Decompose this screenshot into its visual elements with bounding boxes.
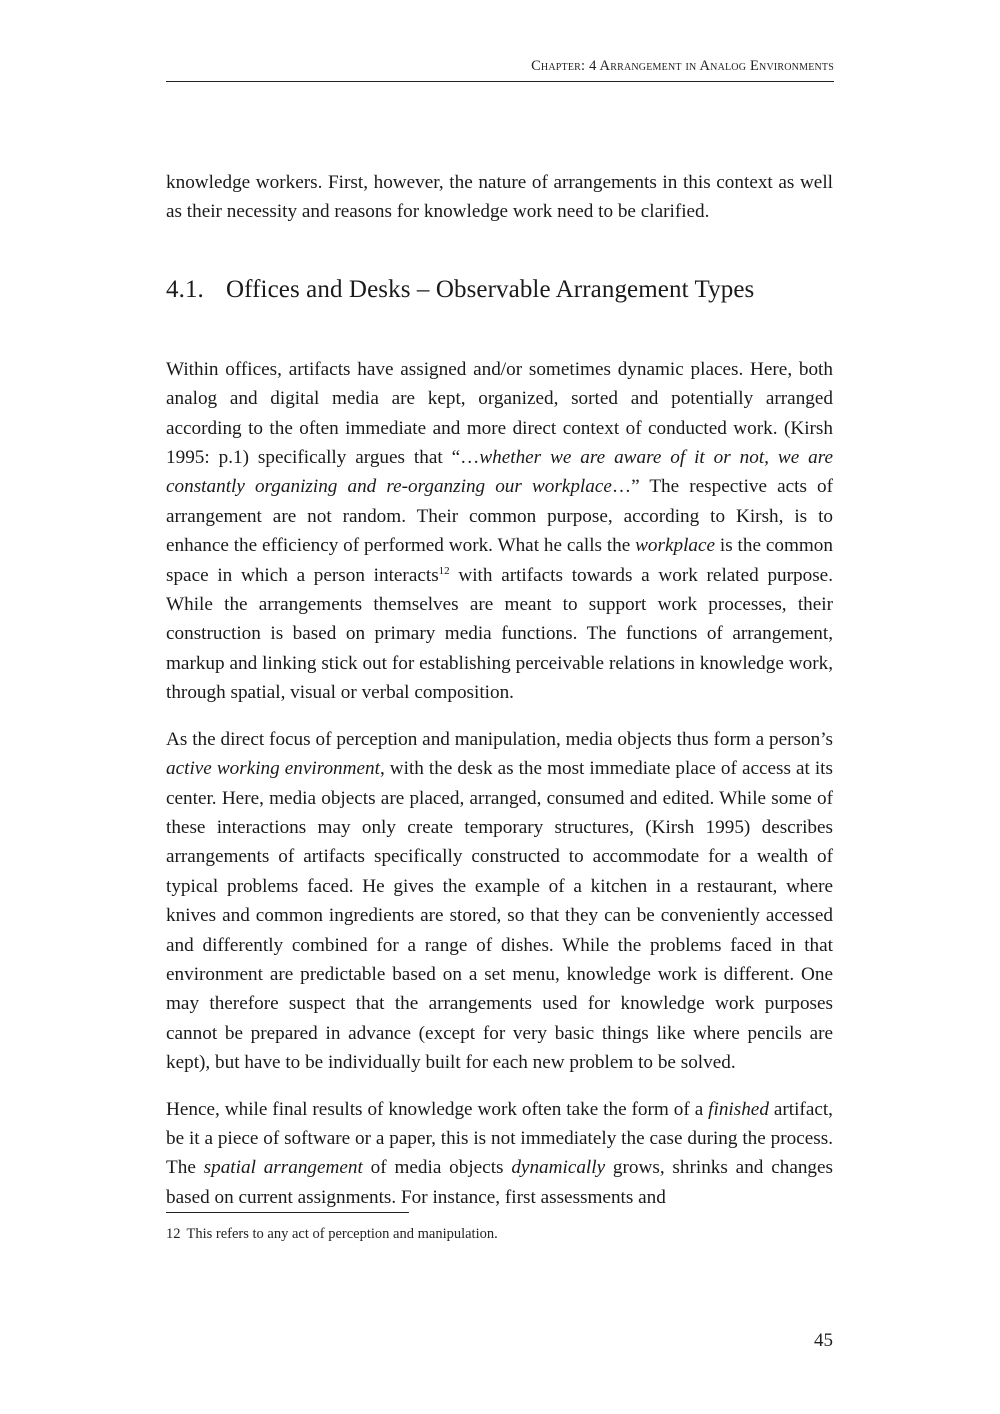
kirsh-quote: whether we are aware of it or not, we are constantly organizing and re-organzing our workplace (166, 447, 833, 498)
section-number: 4.1. (166, 275, 204, 303)
term-spatial-arrangement: spatial arrangement (203, 1157, 363, 1179)
footnote-reference[interactable]: 12 (438, 564, 450, 577)
footnote (166, 1226, 498, 1243)
footnote-rule (166, 1212, 409, 1213)
running-head-text: Chapter: 4 Arrangement in Analog Environments (531, 58, 834, 74)
header-rule (166, 81, 834, 82)
body-text (166, 168, 833, 1212)
paragraph-3-text-c: of media objects (362, 1157, 512, 1179)
paragraph-1-text-b: …” The respective acts of arrangement are not random. Their common purpose, according to Kirsh, is to enhance the efficiency of performed work. What he calls the (166, 476, 834, 557)
paragraph-2-text-b: , with the desk as the most immediate place of access at its center. Here, media objects are placed, arranged, consumed and edited. While some of these interactions may only create temporary structures, (Kirsh 1995) describes arrangements of artifacts specifically constructed to accommodate for a wealth of typical problems faced. He gives the example of a kitchen in a restaurant, where knives and common ingredients are stored, so that they can be conveniently accessed and differently combined for a range of dishes. While the problems faced in that environment are predictable based on a set menu, knowledge work is different. One may therefore suspect that the arrangements used for knowledge work purposes cannot be prepared in advance (except for very basic things like where pencils are kept), but have to be individually built for each new problem to be solved. (166, 758, 833, 1074)
term-workplace: workplace (635, 535, 716, 557)
term-active-working-environment: active working environment (166, 758, 380, 780)
paragraph-3-text-a: Hence, while final results of knowledge work often take the form of a (166, 1098, 709, 1120)
intro-paragraph: knowledge workers. First, however, the nature of arrangements in this context as well as their necessity and reasons for knowledge work need to be clarified. (166, 172, 833, 223)
section-title: Offices and Desks – Observable Arrangement Types (226, 275, 755, 303)
footnote-number: 12 (166, 1226, 181, 1242)
term-dynamically: dynamically (511, 1157, 606, 1179)
paragraph-3-text-b: artifact, be it a piece of software or a paper, this is not immediately the case during the process. The (166, 1098, 833, 1179)
section-heading (166, 273, 833, 307)
term-finished: finished (708, 1098, 769, 1120)
page-number: 45 (814, 1330, 833, 1351)
paragraph-2 (166, 725, 833, 1078)
paragraph-3 (166, 1095, 833, 1213)
paragraph-1 (166, 355, 833, 708)
footnote-text: This refers to any act of perception and manipulation. (186, 1226, 498, 1242)
paragraph-3-text-d: grows, shrinks and changes based on current assignments. For instance, first assessments and (166, 1157, 834, 1208)
paragraph-2-text-a: As the direct focus of perception and manipulation, media objects thus form a person’s (166, 728, 833, 750)
paragraph-1-text-d: with artifacts towards a work related purpose. While the arrangements themselves are meant to support work processes, their construction is based on primary media functions. The functions of arrangement, markup and linking stick out for establishing perceivable relations in knowledge work, through spatial, visual or verbal composition. (166, 564, 833, 704)
running-head (166, 58, 834, 75)
paragraph-1-text-a: Within offices, artifacts have assigned and/or sometimes dynamic places. Here, both analog and digital media are kept, organized, sorted and potentially arranged according to the often immediate and more direct context of conducted work. (Kirsh 1995: p.1) specifically argues that “… (166, 358, 833, 469)
paragraph-1-text-c: is the common space in which a person interacts (166, 535, 833, 586)
